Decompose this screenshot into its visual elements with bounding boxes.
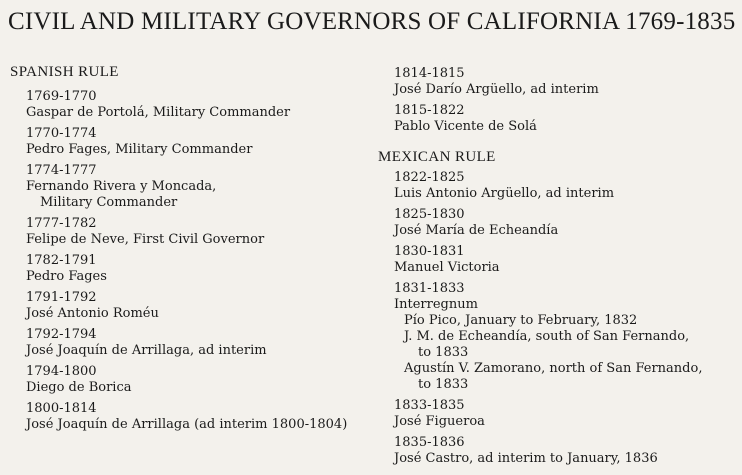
entry-years: 1794-1800 <box>26 364 97 379</box>
interregnum-sub-entry <box>394 313 738 329</box>
governor-entry <box>26 216 365 248</box>
entry-name: Pedro Fages, Military Commander <box>26 142 253 157</box>
governor-entry <box>394 244 738 276</box>
entry-years: 1769-1770 <box>26 89 97 104</box>
governor-entry <box>394 435 738 467</box>
entry-years: 1815-1822 <box>394 103 465 118</box>
sub-entry-continued: to 1833 <box>418 377 469 392</box>
governor-entry <box>26 163 365 211</box>
entry-name: Gaspar de Portolá, Military Commander <box>26 105 291 120</box>
governor-entry <box>26 364 365 396</box>
entry-years: 1792-1794 <box>26 327 97 342</box>
entry-years: 1830-1831 <box>394 244 465 259</box>
interregnum-sub-entry <box>394 361 738 393</box>
entry-name: José Joaquín de Arrillaga, ad interim <box>26 343 267 358</box>
governor-entry <box>26 401 365 433</box>
governor-entry <box>26 89 365 121</box>
right-column <box>378 66 738 472</box>
entry-name: Diego de Borica <box>26 380 132 395</box>
entry-years: 1814-1815 <box>394 66 465 81</box>
entry-years: 1822-1825 <box>394 170 465 185</box>
sub-entry-line: Pío Pico, January to February, 1832 <box>404 313 638 328</box>
entry-name: José Antonio Roméu <box>26 306 159 321</box>
interregnum-entry <box>394 281 738 393</box>
entry-years: 1777-1782 <box>26 216 97 231</box>
entry-name: Interregnum <box>394 297 478 312</box>
entry-name-continued: Military Commander <box>40 195 178 210</box>
governor-entry <box>394 103 738 135</box>
entry-name: José Figueroa <box>394 414 485 429</box>
entry-years: 1770-1774 <box>26 126 97 141</box>
governor-entry <box>394 66 738 98</box>
entry-years: 1833-1835 <box>394 398 465 413</box>
entry-name: Felipe de Neve, First Civil Governor <box>26 232 265 247</box>
entry-years: 1782-1791 <box>26 253 97 268</box>
page-title: CIVIL AND MILITARY GOVERNORS OF CALIFORNIA 1769-1835 <box>8 8 736 35</box>
governor-entry <box>394 207 738 239</box>
entry-name: Fernando Rivera y Moncada, <box>26 179 217 194</box>
governor-entry <box>26 327 365 359</box>
interregnum-sub-entry <box>394 329 738 361</box>
governor-entry <box>394 398 738 430</box>
entry-years: 1774-1777 <box>26 163 97 178</box>
entry-name: José María de Echeandía <box>394 223 559 238</box>
entry-name: José Castro, ad interim to January, 1836 <box>394 451 658 466</box>
entry-years: 1791-1792 <box>26 290 97 305</box>
left-column <box>10 64 365 438</box>
sub-entry-line: J. M. de Echeandía, south of San Fernando, <box>404 329 690 344</box>
entry-years: 1800-1814 <box>26 401 97 416</box>
mexican-rule-heading: MEXICAN RULE <box>378 149 496 165</box>
governor-entry <box>394 170 738 202</box>
entry-name: José Joaquín de Arrillaga (ad interim 1800-1804) <box>26 417 348 432</box>
sub-entry-continued: to 1833 <box>418 345 469 360</box>
spanish-rule-heading: SPANISH RULE <box>10 64 119 80</box>
governor-entry <box>26 253 365 285</box>
sub-entry-line: Agustín V. Zamorano, north of San Fernando, <box>404 361 703 376</box>
governor-entry <box>26 290 365 322</box>
entry-years: 1835-1836 <box>394 435 465 450</box>
governor-entry <box>26 126 365 158</box>
entry-name: Manuel Victoria <box>394 260 500 275</box>
entry-years: 1825-1830 <box>394 207 465 222</box>
entry-name: Pedro Fages <box>26 269 107 284</box>
entry-name: Pablo Vicente de Solá <box>394 119 537 134</box>
entry-name: José Darío Argüello, ad interim <box>394 82 599 97</box>
entry-name: Luis Antonio Argüello, ad interim <box>394 186 615 201</box>
entry-years: 1831-1833 <box>394 281 465 296</box>
